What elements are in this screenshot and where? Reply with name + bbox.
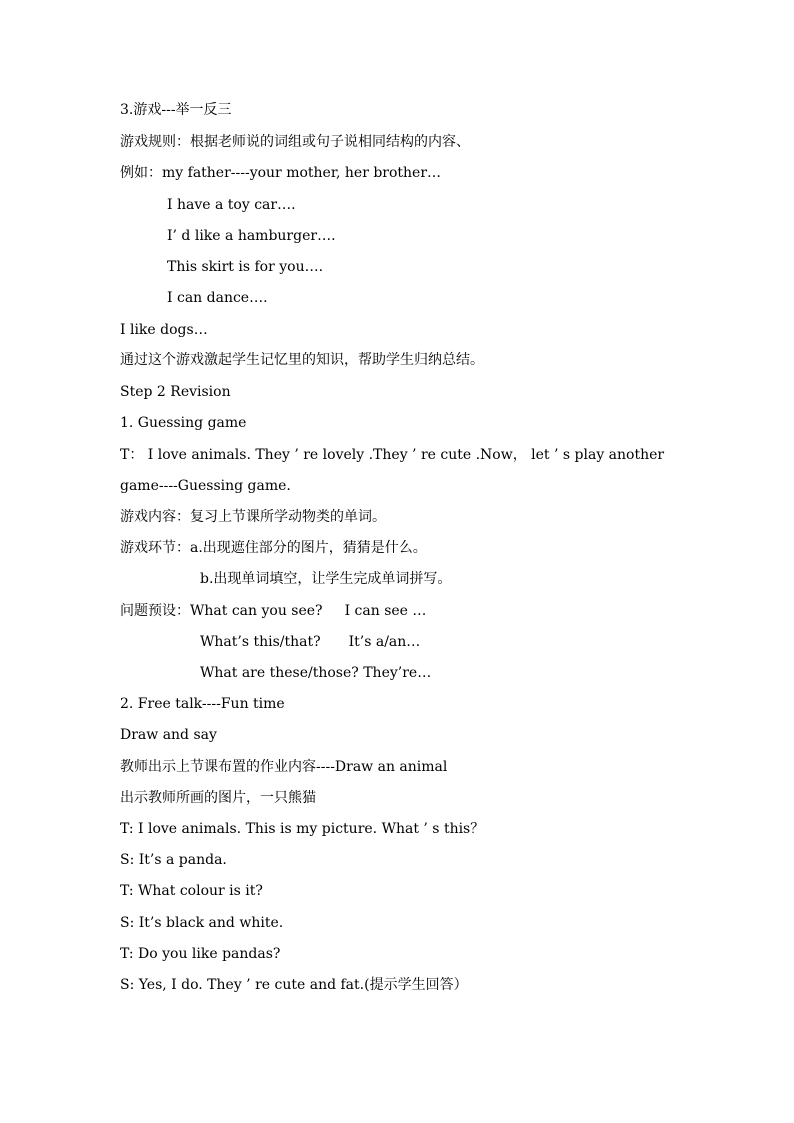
answer-2: It’s a/an…: [348, 634, 421, 650]
example-sentence-4: I can dance….: [167, 290, 268, 306]
example-line: 例如：my father----your mother, her brother…: [120, 165, 442, 181]
step-heading: Step 2 Revision: [120, 384, 231, 400]
question-line-1: [120, 601, 426, 621]
dialogue-t-3: T: Do you like pandas?: [120, 946, 281, 962]
dialogue-s-3: S: Yes, I do. They ’ re cute and fat.(提示学生回答）: [120, 977, 468, 993]
dialogue-s-1: S: It’s a panda.: [120, 852, 227, 868]
question-line-3: What are these/those? They’re…: [200, 665, 432, 681]
homework-line: 教师出示上节课布置的作业内容----Draw an animal: [120, 759, 448, 775]
section-heading-game: 3.游戏---举一反三: [120, 102, 232, 118]
game-purpose-line: 通过这个游戏激起学生记忆里的知识，帮助学生归纳总结。: [120, 352, 484, 368]
question-2: What’s this/that?: [200, 634, 321, 650]
picture-line: 出示教师所画的图片，一只熊猫: [120, 790, 316, 806]
dialogue-s-2: S: It’s black and white.: [120, 915, 284, 931]
draw-and-say-line: Draw and say: [120, 727, 217, 743]
example-sentence-5: I like dogs…: [120, 322, 208, 338]
teacher-line-1: T： I love animals. They ’ re lovely .They ’ re cute .Now， let ’ s play another: [120, 447, 665, 463]
example-sentence-3: This skirt is for you….: [167, 259, 324, 275]
game-step-b: b.出现单词填空，让学生完成单词拼写。: [200, 571, 452, 587]
dialogue-t-2: T: What colour is it?: [120, 883, 263, 899]
subheading-free-talk: 2. Free talk----Fun time: [120, 696, 285, 712]
question-1: 问题预设：What can you see?: [120, 603, 323, 619]
game-step-a: 游戏环节：a.出现遮住部分的图片，猜猜是什么。: [120, 540, 427, 556]
question-line-2: [200, 632, 420, 652]
teacher-line-1-cont: game----Guessing game.: [120, 478, 291, 494]
game-content-line: 游戏内容：复习上节课所学动物类的单词。: [120, 509, 386, 525]
game-rules-line: 游戏规则：根据老师说的词组或句子说相同结构的内容、: [120, 134, 470, 150]
example-sentence-1: I have a toy car….: [167, 197, 296, 213]
dialogue-t-1: T: I love animals. This is my picture. What ’ s this？: [120, 821, 485, 837]
answer-1: I can see …: [344, 603, 427, 619]
subheading-guessing-game: 1. Guessing game: [120, 415, 247, 431]
example-sentence-2: I’ d like a hamburger….: [167, 228, 336, 244]
